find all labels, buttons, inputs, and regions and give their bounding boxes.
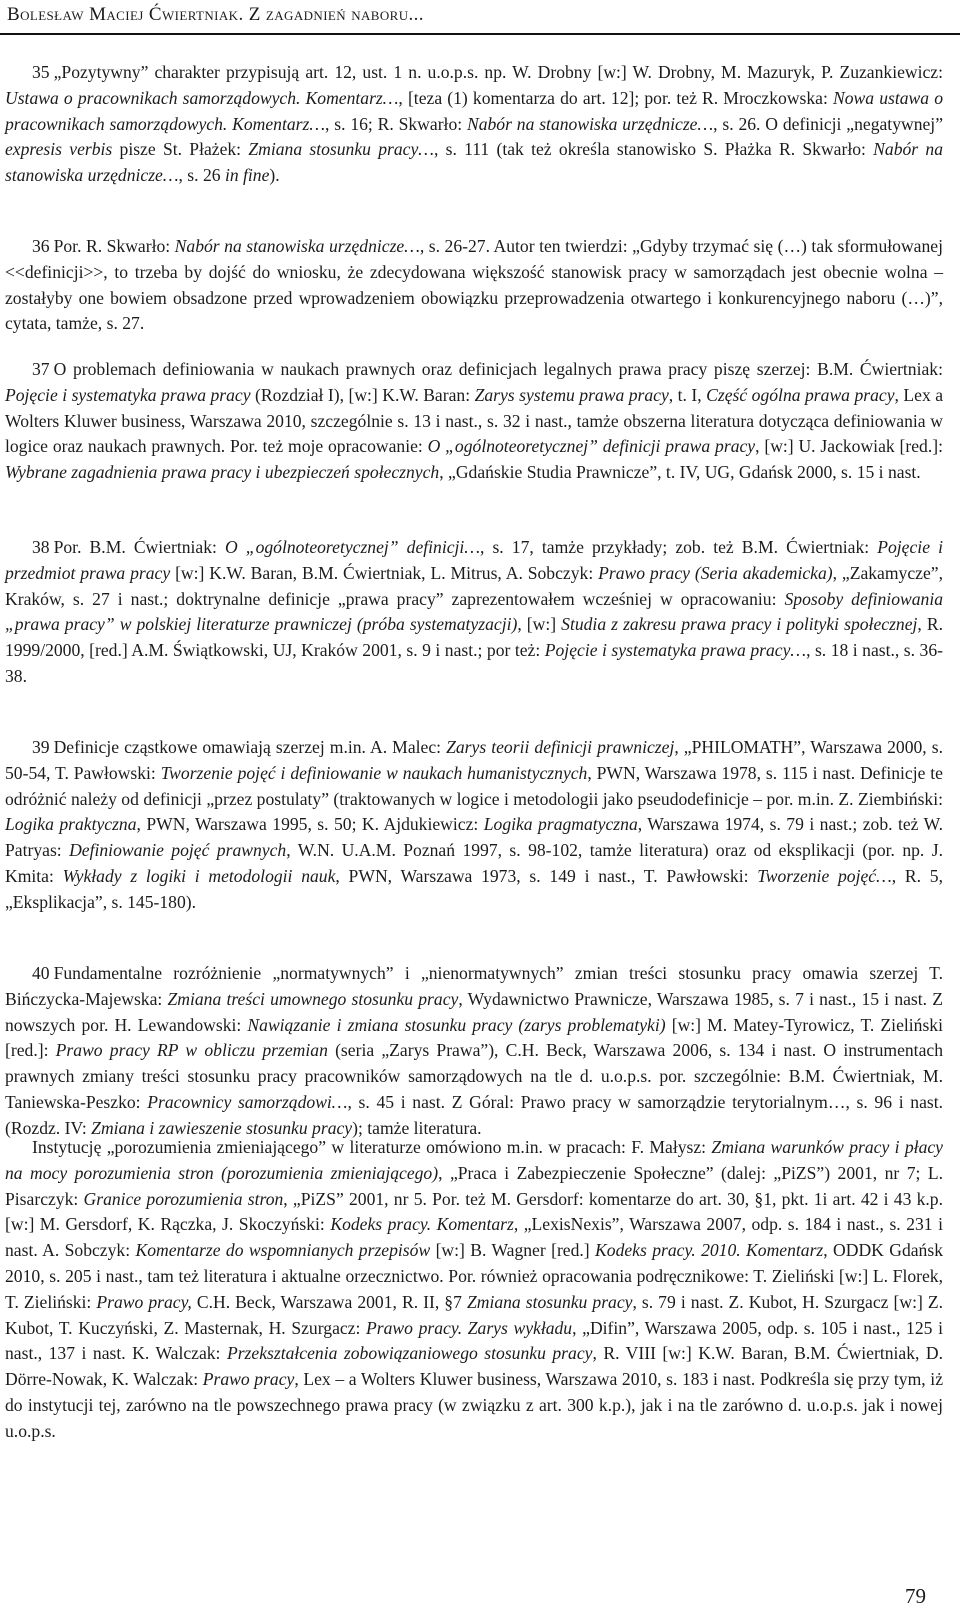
footnote-40 [5,961,943,1142]
footnote-text: Por. R. Skwarło: [53,236,175,256]
italic-citation: Studia z zakresu prawa pracy i polityki społecznej [561,614,918,635]
italic-citation: Sposoby definiowania „prawa pracy” w polskiej literaturze prawniczej (próba systematyzacji) [5,588,944,635]
footnote-text: , s. 26 [178,165,225,186]
italic-citation: Kodeks pracy. 2010. Komentarz [595,1240,824,1261]
italic-citation: Ustawa o pracownikach samorządowych. Komentarz… [5,87,399,108]
italic-citation: Zmiana stosunku pracy… [248,139,434,160]
italic-citation: Zmiana treści umownego stosunku pracy [167,988,459,1009]
footnote-text: , [w:] [517,614,562,635]
footnote-text: Definicje cząstkowe omawiają szerzej m.in. A. Malec: [53,737,447,757]
footnote-text: , s. 16; R. Skwarło: [325,113,467,134]
italic-citation: Tworzenie pojęć… [757,865,892,886]
footnote-text: Fundamentalne rozróżnienie „normatywnych” i „nienormatywnych” zmian treści stosunku pracy omawia szerzej T. Bińczycka-Majewska: [5,963,943,1009]
page-number: 79 [905,1584,926,1608]
footnote-text: [w:] B. Wagner [red.] [430,1240,596,1261]
italic-citation: Zmiana warunków pracy i płacy na mocy porozumienia stron (porozumienia zmieniającego) [5,1137,943,1183]
footnote-number: 35 [32,62,50,82]
footnote-text: , „LexisNexis”, Warszawa 2007, odp. s. 184 i nast., s. 231 i nast. A. Sobczyk: [5,1214,943,1261]
footnote-text: , s. 45 i nast. Z Góral: Prawo pracy w samorządzie terytorialnym…, s. 96 i nast. (Rozdz. IV: [5,1091,944,1138]
footnote-text: , „Zakamycze”, Kraków, s. 27 i nast.; doktrynalne definicje „prawa pracy” zaprezentowałem wcześniej w opracowaniu: [5,562,943,609]
italic-citation: Logika pragmatyczna [483,814,638,835]
italic-citation: Prawo pracy RP w obliczu przemian [55,1040,328,1061]
header-rule [0,33,960,35]
footnote-text: , s. 18 i nast., s. 36-38. [5,640,943,686]
footnote-text: (seria „Zarys Prawa”), C.H. Beck, Warszawa 2006, s. 134 i nast. O instrumentach prawnych zmiany treści stosunku pracy pracowników samorządowych na tle d. u.o.p.s. por. szczególnie: B.M. Ćwiertniak, M. Taniewska-Peszko: [5,1040,943,1112]
italic-citation: Nawiązanie i zmiana stosunku pracy (zarys problematyki) [247,1014,666,1035]
footnote-text: , t. I, [668,384,707,405]
footnote-text: , PWN, Warszawa 1978, s. 115 i nast. Definicje te odróżnić należy od definicji „przez postulaty” (traktowanych w logice i metodologii jako pseudodefinicje – por. m.in. Z. Ziembiński: [5,762,943,809]
footnote-text: , Lex a Wolters Kluwer business, Warszawa 2010, szczególnie s. 13 i nast., s. 32 i nast., tamże obszerna literatura dotycząca definiowania w logice oraz naukach prawnych. Por. też moje opracowanie: [5,384,944,457]
footnote-text: , Wydawnictwo Prawnicze, Warszawa 1985, s. 7 i nast., 15 i nast. Z nowszych por. H. Lewandowski: [5,988,943,1035]
footnote-text: , s. 17, tamże przykłady; zob. też B.M. Ćwiertniak: [479,537,878,557]
footnote-text: [w:] M. Matey-Tyrowicz, T. Zieliński [red.]: [5,1014,943,1061]
italic-citation: Pojęcie i systematyka prawa pracy [5,384,251,405]
italic-citation: Granice porozumienia stron [83,1188,284,1209]
footnote-text: , s. 111 (tak też określa stanowisko S. Płażka R. Skwarło: [433,139,874,160]
footnote-text: , s. 79 i nast. Z. Kubot, H. Szurgacz [w:] Z. Kubot, T. Kuczyński, Z. Masternak, H. Szurgacz: [5,1291,944,1338]
italic-citation: Pojęcie i systematyka prawa pracy… [544,640,807,661]
italic-citation: expresis verbis [5,139,113,160]
italic-citation: Przekształcenia zobowiązaniowego stosunku pracy [226,1343,593,1364]
footnote-text: , „Difin”, Warszawa 2005, odp. s. 105 i nast., 125 i nast., 137 i nast. K. Walczak: [5,1317,943,1364]
italic-citation: Nowa ustawa o pracownikach samorządowych. Komentarz… [5,87,943,134]
footnote-text: Instytucję „porozumienia zmieniającego” w literaturze omówiono m.in. w pracach: F. Małysz: [32,1137,712,1157]
footnote-text: , [w:] U. Jackowiak [red.]: [755,436,943,457]
footnote-text: Por. B.M. Ćwiertniak: [53,537,225,557]
footnote-36 [5,234,943,337]
footnote-text: , s. 26-27. Autor ten twierdzi: „Gdyby trzymać się (…) tak sformułowanej <<definicji>>, to trzeba by dojść do wniosku, że zdecydowana większość stanowisk pracy w samorządach jest obecnie wolna – zostałyby one bowiem obsadzone przed wprowadzeniem obowiązku przeprowadzenia otwartego i konkurencyjnego naboru (…)”, cytata, tamże, s. 27. [5,236,943,334]
footnote-text: ); tamże literatura. [352,1117,482,1138]
footnote-text: , „Praca i Zabezpieczenie Społeczne” (dalej: „PiZS”) 2001, nr 7; L. Pisarczyk: [5,1162,943,1209]
italic-citation: Pojęcie i przedmiot prawa pracy [5,537,943,583]
italic-citation: O „ogólnoteoretycznej” definicji prawa pracy [427,436,756,457]
footnote-text: , „PiZS” 2001, nr 5. Por. też M. Gersdorf: komentarze do art. 30, §1, pkt. 1i art. 42 i 43 k.p. [w:] M. Gersdorf, K. Rączka, J. Skoczyński: [5,1188,944,1235]
footnote-text: pisze St. Płażek: [112,139,249,160]
italic-citation: Nabór na stanowiska urzędnicze… [5,139,943,186]
footnote-text: , „Gdańskie Studia Prawnicze”, t. IV, UG, Gdańsk 2000, s. 15 i nast. [439,462,921,483]
footnote-text: [w:] K.W. Baran, B.M. Ćwiertniak, L. Mitrus, A. Sobczyk: [170,562,599,583]
footnote-text: , [teza (1) komentarza do art. 12]; por. też R. Mroczkowska: [398,87,833,108]
footnote-40-continuation [5,1135,943,1445]
italic-citation: Wykłady z logiki i metodologii nauk [62,865,336,886]
footnote-35 [5,60,943,189]
italic-citation: O „ogólnoteoretycznej” definicji… [224,537,480,557]
footnote-text: ). [269,165,280,186]
italic-citation: Wybrane zagadnienia prawa pracy i ubezpieczeń społecznych [5,462,440,483]
footnote-text: , „PHILOMATH”, Warszawa 2000, s. 50-54, T. Pawłowski: [5,737,943,783]
italic-citation: Definiowanie pojęć prawnych [69,840,287,861]
footnote-number: 36 [32,236,50,256]
footnote-text: , R. VIII [w:] K.W. Baran, B.M. Ćwiertniak, D. Dörre-Nowak, K. Walczak: [5,1343,943,1390]
footnote-number: 38 [32,537,50,557]
footnote-text: (Rozdział I), [w:] K.W. Baran: [250,384,475,405]
italic-citation: Zarys systemu prawa pracy [474,384,669,405]
italic-citation: Kodeks pracy. Komentarz [330,1214,514,1235]
italic-citation: in fine [224,165,270,186]
footnote-text: , ODDK Gdańsk 2010, s. 205 i nast., tam też literatura i aktualne orzecznictwo. Por. również opracowania podręcznikowe: T. Zieliński [w:] L. Florek, T. Zieliński: [5,1240,943,1312]
italic-citation: Tworzenie pojęć i definiowanie w naukach humanistycznych [160,762,588,783]
italic-citation: Nabór na stanowiska urzędnicze… [174,236,420,256]
footnote-text: , R. 5, „Eksplikacja”, s. 145-180). [5,865,944,912]
footnote-text: , PWN, Warszawa 1995, s. 50; K. Ajdukiewicz: [136,814,484,835]
italic-citation: Prawo pracy [202,1369,295,1390]
footnote-text: C.H. Beck, Warszawa 2001, R. II, §7 [191,1291,467,1312]
footnote-number: 40 [32,963,50,983]
footnote-text: , s. 26. O definicji „negatywnej” [713,113,943,134]
footnote-text: , Lex – a Wolters Kluwer business, Warszawa 2010, s. 183 i nast. Podkreśla się przy tym, iż do instytucji tej, zarówno na tle powszechnego prawa pracy (w związku z art. 300 k.p.), jak i na tle zarówno d. u.o.p.s. jak i nowej u.o.p.s. [5,1369,943,1441]
footnote-text: O problemach definiowania w naukach prawnych oraz definicjach legalnych prawa pracy piszę szerzej: B.M. Ćwiertniak: [53,359,943,379]
footnote-text: , Warszawa 1974, s. 79 i nast.; zob. też W. Patryas: [5,814,943,861]
footnote-text: , PWN, Warszawa 1973, s. 149 i nast., T. Pawłowski: [335,865,758,886]
italic-citation: Część ogólna prawa pracy [706,384,895,405]
running-header: Bolesław Maciej Ćwiertniak. Z zagadnień naboru... [7,4,424,25]
footnote-37 [5,357,943,486]
italic-citation: Pracownicy samorządowi… [147,1091,348,1112]
footnote-38 [5,535,943,690]
footnote-39 [5,735,943,916]
italic-citation: Komentarze do wspomnianych przepisów [135,1240,431,1261]
italic-citation: Logika praktyczna [5,814,137,835]
footnote-number: 37 [32,359,50,379]
italic-citation: Prawo pracy. Zarys wykładu [366,1317,573,1338]
footnote-text: „Pozytywny” charakter przypisują art. 12, ust. 1 n. u.o.p.s. np. W. Drobny [w:] W. Drobny, M. Mazuryk, P. Zuzankiewicz: [53,62,943,82]
footnote-text: , R. 1999/2000, [red.] A.M. Świątkowski, UJ, Kraków 2001, s. 9 i nast.; por też: [5,614,943,661]
italic-citation: Zmiana stosunku pracy [466,1291,633,1312]
italic-citation: Zarys teorii definicji prawniczej [446,737,675,757]
italic-citation: Prawo pracy, [96,1291,192,1312]
italic-citation: Nabór na stanowiska urzędnicze… [466,113,714,134]
footnote-number: 39 [32,737,50,757]
italic-citation: Prawo pracy (Seria akademicka) [598,562,833,583]
italic-citation: Zmiana i zawieszenie stosunku pracy [91,1117,353,1138]
footnote-text: , W.N. U.A.M. Poznań 1997, s. 98-102, tamże literatura) oraz od eksplikacji (por. np. J. Kmita: [5,840,943,886]
